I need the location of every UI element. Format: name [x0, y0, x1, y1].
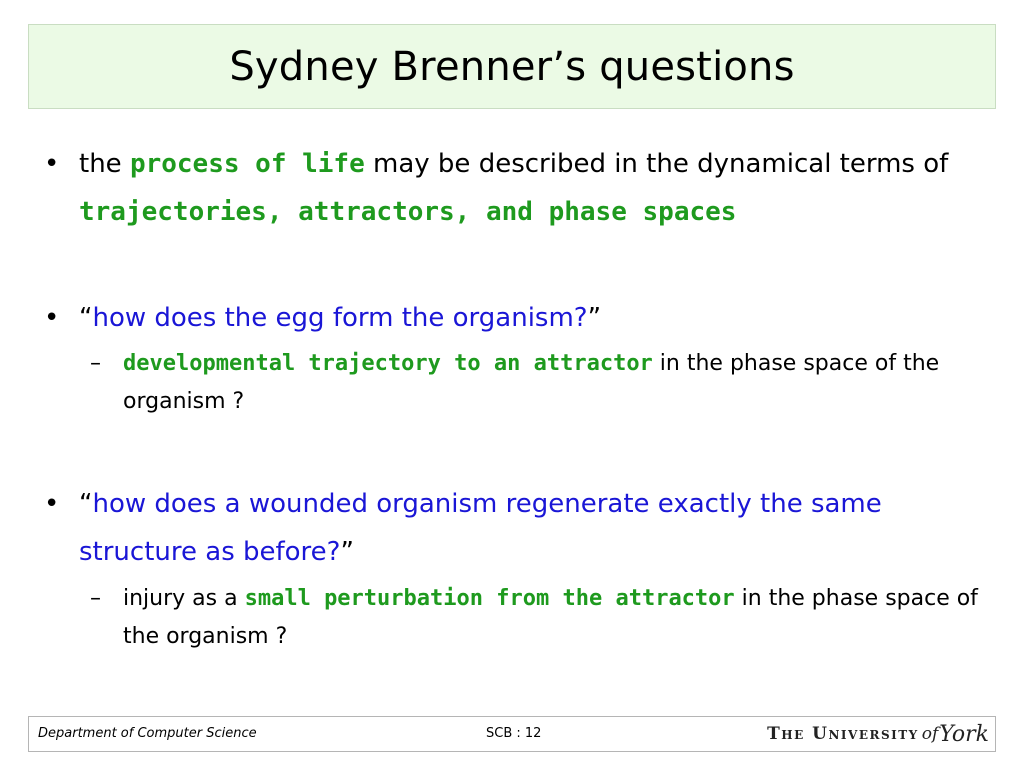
bullet-marker: •: [44, 489, 60, 519]
bullet-3-open-quote: “: [79, 489, 93, 519]
bullet-2-quote: how does the egg form the organism?: [92, 303, 588, 333]
bullet-2-text: [79, 294, 969, 342]
bullet-3-quote: how does a wounded organism regenerate exactly the same structure as before?: [79, 489, 882, 567]
bullet-3-close-quote: ”: [340, 537, 354, 567]
bullet-1-text: [79, 140, 969, 236]
sub-bullet-3-part-2: in the phase space of the organism ?: [123, 586, 978, 649]
bullet-marker: •: [44, 149, 60, 179]
bullet-marker: •: [44, 303, 60, 333]
sub-bullet-2-highlight: developmental trajectory to an attractor: [123, 351, 653, 376]
bullet-3-text: [79, 480, 969, 576]
bullet-1-part-1: the: [79, 149, 130, 179]
sub-bullet-3-text: [123, 580, 993, 656]
bullet-1-highlight-2: trajectories, attractors, and phase spaces: [79, 197, 737, 227]
sub-bullet-2-part: in the phase space of the organism ?: [123, 351, 940, 414]
logo-of-text: of: [921, 724, 939, 744]
bullet-2-close-quote: ”: [587, 303, 602, 333]
bullet-2-open-quote: “: [79, 303, 93, 333]
slide-footer: [28, 716, 996, 752]
title-banner: [28, 24, 996, 109]
sub-bullet-marker: –: [90, 586, 101, 611]
footer-page-number: SCB : 12: [486, 726, 542, 741]
footer-department: Department of Computer Science: [38, 726, 257, 741]
sub-bullet-3-highlight: small perturbation from the attractor: [244, 586, 735, 611]
sub-bullet-3-part-1: injury as a: [123, 586, 245, 611]
sub-bullet-marker: –: [90, 351, 101, 376]
bullet-1-part-2: may be described in the dynamical terms of: [364, 149, 949, 179]
university-logo: [767, 720, 989, 748]
sub-bullet-2-text: [123, 345, 993, 421]
logo-university-text: The University: [767, 724, 919, 744]
slide-title: Sydney Brenner’s questions: [229, 43, 795, 90]
bullet-1-highlight-1: process of life: [129, 149, 365, 179]
logo-york-text: York: [939, 721, 989, 747]
